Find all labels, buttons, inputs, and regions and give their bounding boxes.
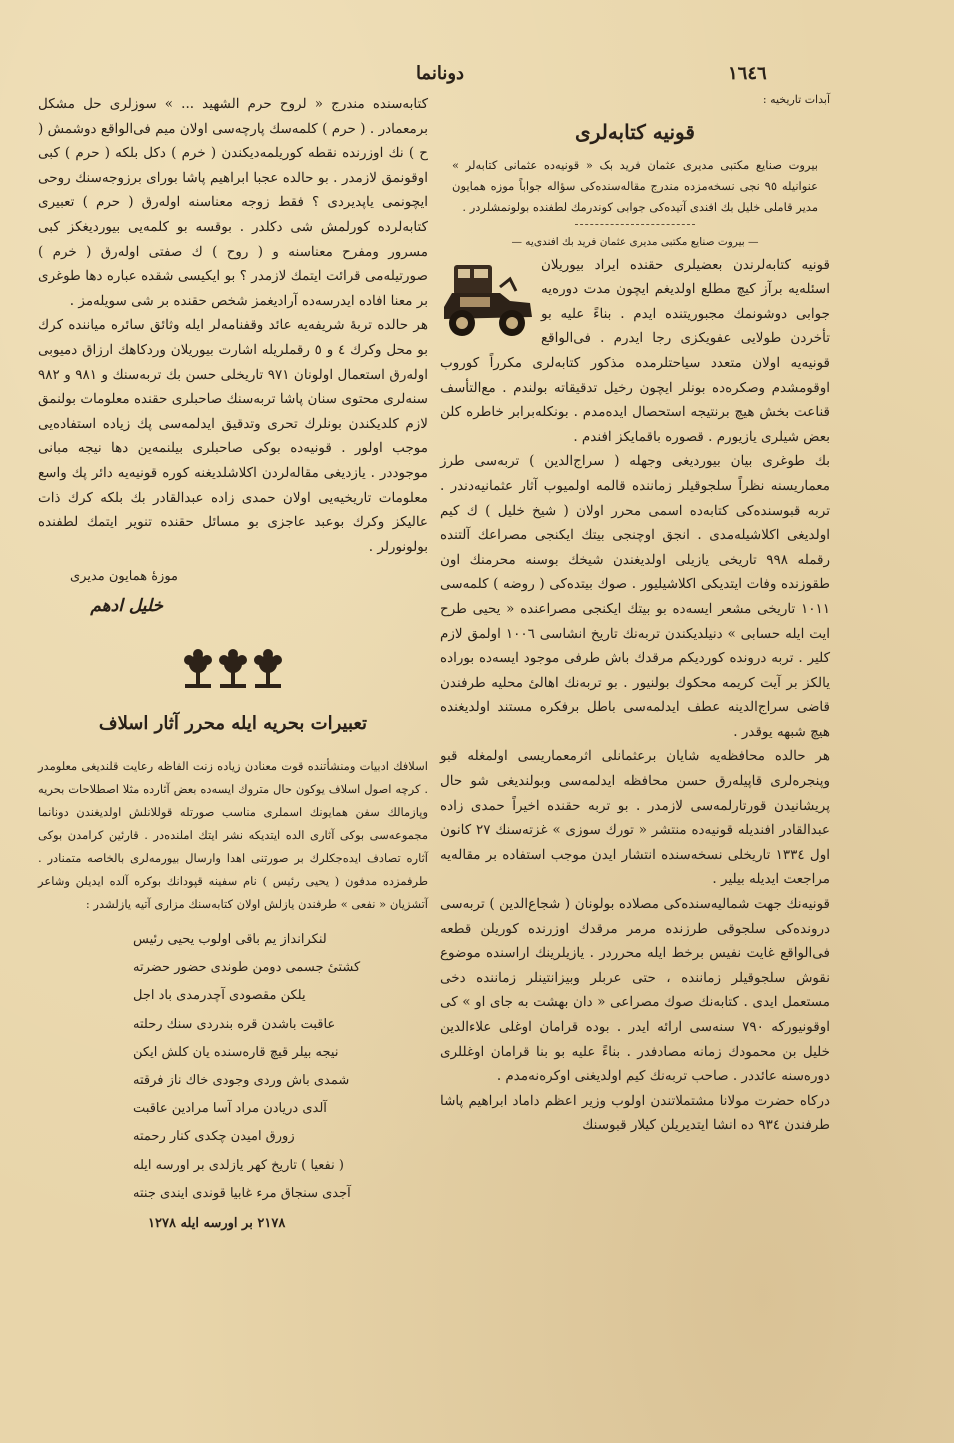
poem-line: شمدی باش وردی وجودی خاك ناز فرقته	[133, 1073, 350, 1089]
paragraph: قونیه‌نك جهت شمالیه‌سنده‌کی مصلاده بولونان ( شجاع‌الدین ) تربه‌سی درونده‌کی سلجوقی طرزنده مرمر مرقدك اوزرنده کوریلن قطعه فی‌الواقع غایت نفیس برخط ایله محرردر . یازیلرینك اراسنده موضوع نقوش سلجوقیلر زماننده ، حتی عربلر وبیزانتینلر زماننده دخی مستعمل ایدی . کتابه‌نك صوك مصراعی « دان بهشت به جای او » کی اوقونیورکه ٧٩٠ سنه‌سی ارائه ایدر . بوده قرامان اوغلی علاءالدین خلیل بن محمودك زمانه مصادفدر . بناءً علیه بو بنا قرامان اوغللری دوره‌سنه عائددر . صاحب تربه‌نك کیم اولدیغنی اوکره‌نه‌مدم .	[440, 896, 830, 1085]
section-title: تعبیرات بحریه ایله محرر آثار اسلاف	[98, 713, 368, 735]
paragraph: کتابه‌سنده مندرج « لروح حرم الشهید ... » سوزلری حل مشکل برمعمادر . ( حرم ) کلمه‌سك پارچه‌سی اولان میم فی‌الواقع دوشمش ( ح ) نك اوزرنده نقطه کوریلمه‌دیکندن ( خرم ) دکل بلکه ( حرم ) کبی اوقونمق لازمدر . بو حالده عجبا ابراهیم پاشا بورای برزوجه‌سنك روحی ایچونمی یاپدیردی ؟ فقط زوجه معناسنه اوله‌رق ( حرم ) تعبیری کتابه‌لرده کورلمش شی دکلدر . بوقسه بو کلمه‌یی بیوردیغکز کبی مسرور ومفرح معناسنه و ( روح ) ك صفتی اوله‌رق ( خرم ) صورتیله‌می قرائت ایتمك لازمدر ؟ بو ایکیسی شقده عباره دها طوغری بر معنا افاده ایدرسه‌ده آرادیغمز شخص حقنده بر شی سویله‌مز .	[38, 96, 428, 309]
car-icon	[440, 257, 535, 347]
poem-line: کشتیٔ جسمی دومن طوندی حضور حضرته	[133, 960, 361, 976]
right-column	[440, 92, 830, 1138]
paragraph: قونیه کتابه‌لرندن بعضیلری حقنده ایراد بیوریلان اسئله‌یه برآز کیچ مطلع اولدیغم ایچون مدت دوره‌یه جوابی دوشونمك مجبوریتنده ایدم . بناءً علیه بو تأخردن طولایی عفویکزی رجا ایدرم . فی‌الواقع قونیه‌یه اولان متعدد سیاحتلرمده مذکور کتابه‌لری مکرراً کوروب اوقومشدم وصکره‌ده بونلر ایچون رخیل تدقیقاته بولندم . مع‌التأسف قناعت بخش هیچ برنتیجه استحصال ایده‌مدم . بونکله‌برابر خاطره کلن بعض شیلری یازیورم . قصوره باقمایکز افندم .	[440, 256, 830, 445]
journal-title: دونانما	[415, 63, 465, 84]
paragraph: هر حالده تربهٔ شریفه‌یه عائد وقفنامه‌لر ایله وثائق سائره میاننده کرك بو محل وکرك ٤ و ٥ رقملریله اشارت بیوریلان وردکاهك ارزاق دمیوبی اوله‌رق استعمال اولونان ٩٧١ تاریخلی حسن بك تربه‌سنك و ٩٨١ و ٩٨٢ سنه‌لری محتوی سنان پاشا تربه‌سنك صاحبلری حقنده معلومات بولنمق لازم کلدیکندن بونلرك تحری وتدقیق ایدلمه‌سی پك زیاده استفاده‌یی موجب اولور . قونیه‌ده بوکی صاحبلری بیلنمه‌ین دها نیجه مبانی موجوددر . یازدیغی مقاله‌لردن اکلاشلدیغنه کوره قونیه‌یه دائر پك واسع معلومات تاریخیه‌یی اولان حمدی زاده عبدالقادر بك بلکه کرك ذات عالیکز وکرك بوعبد عاجزی بو مسائل حقنده تنویر ایتمك لطفنده بولونورلر .	[38, 317, 429, 555]
section-label: آبدات تاریخیه :	[762, 93, 830, 106]
paragraph: درکاه حضرت مولانا مشتملاتندن اولوب وزیر اعظم داماد ابراهیم پاشا طرفندن ٩٣٤ ده انشا ایتدیریلن کیلار قبوسنك	[440, 1092, 830, 1134]
section-body: اسلافك ادبیات ومنشأتنده قوت معنادن زیاده زنت الفاظه رعایت قلندیغی معلومدر . کرچه اصول اسلاف یوکون حال متروك ایسه‌ده بعض آثارده مثلا اصطلاحات بحریه وپازمالك سفن همایونك اسملری مناسب صورتله قوللانلش اولدیغندن دونانما مجموعه‌سی بوکی آثاری الده ایتدیکه نشر ایتك املنده‌در . قارئین کرامدن بوکی آثاره تصادف ایده‌جکلرك بر صورتنی اهدا وارسال بیورمه‌لری بالخاصه متمنادر . طرفمزده مدفون ( یحیی رئیس ) نام سفینه قپودانك بوکره آلده ایدیلن وشاعر آتشزیان « نفعی » طرفندن یازلش اولان کتابه‌سنك مزاری آتیه یازلشدر :	[38, 759, 428, 912]
poem	[38, 926, 428, 1238]
page-number: ١٦٤٦	[728, 63, 767, 84]
poem-line: ( نفعیا ) تاریخ کهر یازلدی بر اورسه ایله	[133, 1157, 344, 1173]
poem-line: عاقبت باشدن قره بندردی سنك رحلته	[133, 1016, 336, 1032]
poem-date: ٢١٧٨ بر اورسه ایله ١٢٧٨	[148, 1216, 286, 1232]
article-byline: — بیروت صنایع مکتبی مدیری عثمان فرید بك افندی‌یه —	[511, 235, 759, 248]
poem-line: زورق امیدن چکدی کنار رحمته	[133, 1129, 295, 1145]
poem-line: آلدی دریادن مراد آسا مرادین عاقبت	[133, 1101, 327, 1117]
paragraph: بك طوغری بیان بیوردیغی وجهله ( سراج‌الدین ) تربه‌سی طرز معماریسنه نظراً سلجوقیلر زماننده قالمه اولمیوب آثار عثمانیه‌دندر . تربه قبوسنده‌کی کتابه‌ده اسمی محرر اولان ( شیخ خلیل ) ك کیم اولدیغی اکلاشیله‌مدی . انجق اوچنجی بیتك ایکنجی مصراعك آلتنده رقمله ٩٩٨ تاریخی یازیلی اولدیغندن شیخك بوسنه محرمنك اون طقوزنده وفات ایتدیکی اکلاشیلیور . صوك بیتده‌کی ( روضه ) کلمه‌سی ١٠١١ تاریخی مشعر ایسه‌ده بو بیتك ایکنجی مصراعنده « یحیی طرح ایت ایله حسابی » دنیلدیکندن تربه‌نك تاریخ انشاسی ١٠٠٦ اولمق لازم کلیر . تربه درونده کوردیکم مرقدك باش طرفی موجود ایسه‌ده بوراده یالکز بر آیت کریمه محکوك بولنیور . بو تربه‌نك اهالیٔ محلیه طرفندن قاضی سراج‌الدینه عطف ایدلمه‌سی باطل برفکره مستند اولدیغنده هیچ شبهه یوقدر .	[440, 453, 830, 740]
article-title: قونیه کتابه‌لری	[575, 120, 695, 144]
flower-ornament-icon	[173, 646, 293, 696]
paragraph: هر حالده محافظه‌یه شایان برعثمانلی اثرمعماریسی اولمغله قبو وپنجره‌لری قاپیله‌رق حسن محافظه ایدلمه‌سی وبولندیغی شو حال پریشانیدن قورتارلمه‌سی لازمدر . بو تربه حقنده اخیراً حمدی زاده عبدالقادر افندیله قونیه‌ده منتشر « تورك سوزی » غزته‌سنك ٢٧ کانون اول ١٣٣٤ تاریخلی نسخه‌سنده انتشار ایدن موجب استفاده بر مقاله‌یه مراجعت ایدیله بیلیر .	[440, 748, 831, 888]
article-intro: بیروت صنایع مکتبی مدیری عثمان فرید بک « قونیه‌ده عثمانی کتابه‌لر » عنوانیله ٩٥ نجی نسخه‌مزده مندرج مقاله‌سنده‌کی سؤاله جواباً موزه همایون مدیر قاملی خلیل بك افندی آتیده‌کی جوابی کوندرمك لطفنده بولونمشلردر .	[452, 157, 818, 214]
poem-line: آجدی سنجاق مرء غابیا قوندی ایندی جنته	[133, 1185, 351, 1201]
left-column	[38, 92, 428, 1238]
signature-name: خلیل ادهم	[90, 595, 163, 616]
divider	[575, 224, 695, 225]
poem-line: نیجه بیلر قیچ قاره‌سنده یان کلش ایکن	[133, 1044, 339, 1060]
signature-role: موزهٔ همایون مدیری	[70, 569, 178, 585]
poem-line: لنکرانداز یم باقی اولوب یحیی رئیس	[133, 932, 327, 948]
poem-line: یلکن مقصودی آچدرمدی باد اجل	[133, 988, 306, 1004]
